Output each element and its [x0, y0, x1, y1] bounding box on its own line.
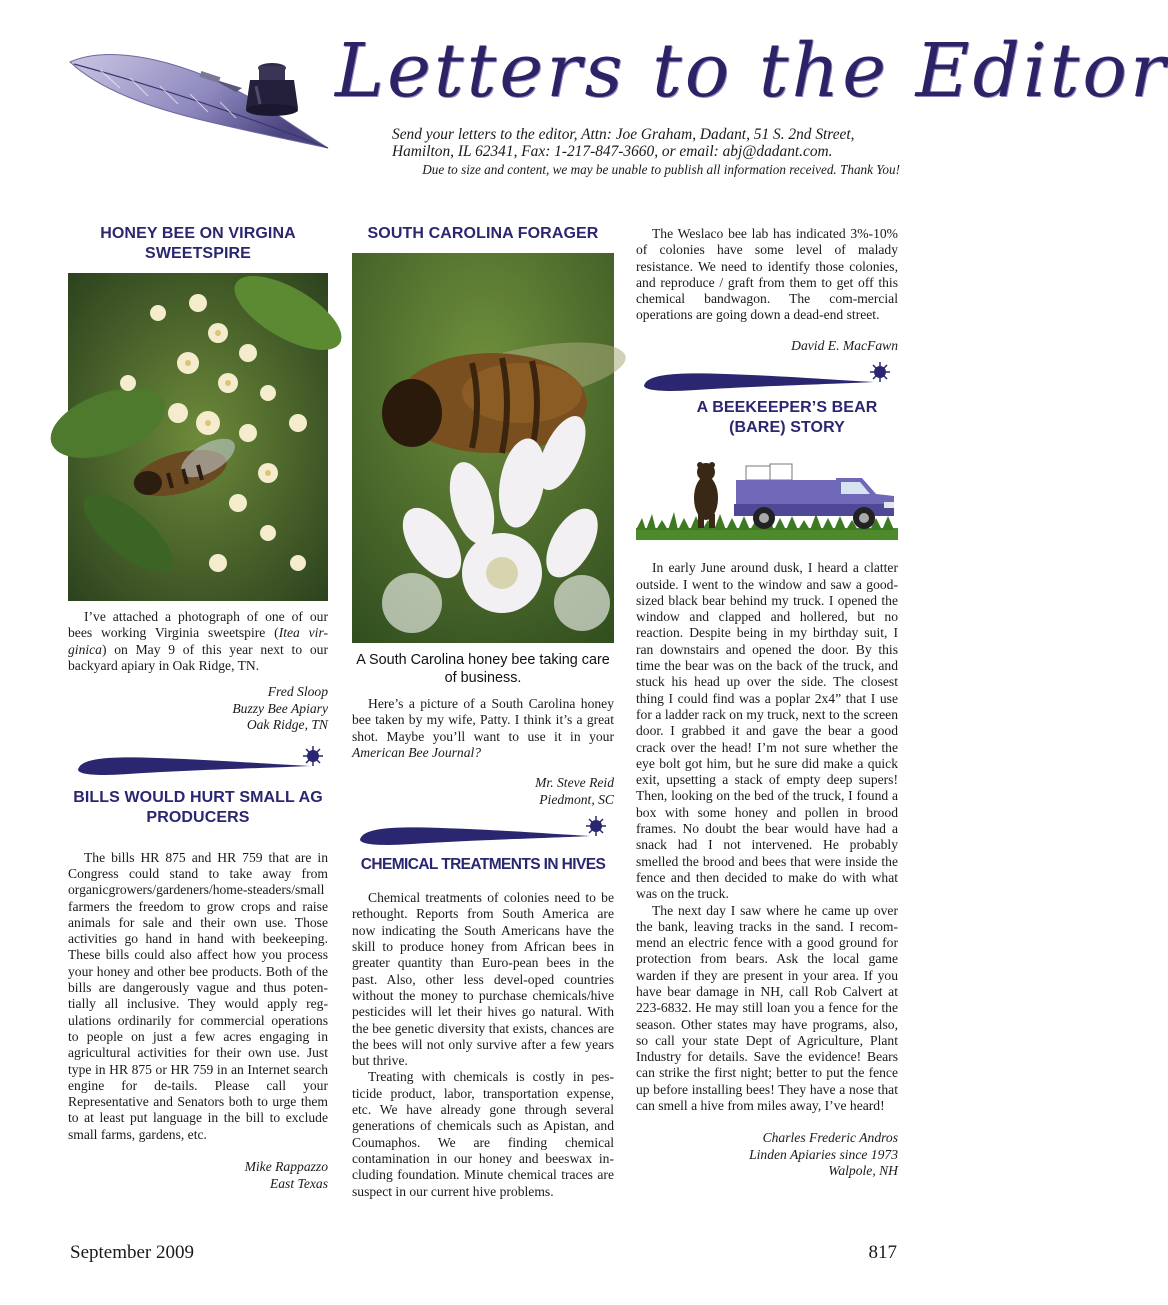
bear-and-truck-illustration: [636, 448, 898, 548]
letter-heading-chemical: CHEMICAL TREATMENTS IN HIVES: [360, 856, 606, 874]
signature-forager: Mr. Steve Reid Piedmont, SC: [535, 775, 614, 807]
signature-chemical: David E. MacFawn: [791, 337, 898, 353]
letter-heading-forager: SOUTH CAROLINA FORAGER: [367, 225, 599, 242]
bee-on-sweetspire-photo: [68, 273, 328, 601]
signature-bear: Charles Frederic Andros Linden Apiaries since 1973 Walpole, NH: [749, 1130, 898, 1179]
letter-heading-sweetspire: HONEY BEE ON VIRGINA SWEETSPIRE: [100, 225, 296, 262]
masthead-note: Due to size and content, we may be unable to publish all information received. Thank You!: [422, 162, 900, 177]
signature-bills: Mike Rappazzo East Texas: [244, 1159, 328, 1191]
letter-body-chemical: Chemical treatments of colonies need to be rethought. Reports from South America are now indicating the South Americans have the skill to produce honey from African bees in greater quantity than Euro-pean bees in the past. Also, other less devel-oped countries without the money to purchase chemicals/hive pesticides will let their hives go natural. With the bee genetic diversity that exists, chances are the bees will not only survive after a few years but thrive. Treating with chemicals is costly in pes-ticide product, labor, transportation expense, etc. We have already gone through several generations of chemicals such as Apistan, and Coumaphos. We are finding chemical contamination in our honey and beeswax in-cluding foundation. Minute chemical traces are suspect in our current hive problems.: [352, 890, 614, 1199]
south-carolina-bee-photo: [352, 253, 614, 643]
letter-heading-bills: BILLS WOULD HURT SMALL AG PRODUCERS: [73, 788, 323, 826]
letter-body-forager: Here’s a picture of a South Carolina honey bee taken by my wife, Patty. I think it’s a great shot. Maybe you’ll want to use it in your American Bee Journal?: [352, 696, 614, 760]
letter-body-sweetspire: I’ve attached a photograph of one of our bees working Virginia sweetspire (Itea vir-ginica) on May 9 of this year next to our backyard apiary in Oak Ridge, TN.: [68, 609, 329, 673]
page-number: 817: [868, 1242, 897, 1263]
column-1: [68, 222, 328, 1192]
masthead: [0, 0, 1168, 200]
signature-sweetspire: Fred Sloop Buzzy Bee Apiary Oak Ridge, TN: [232, 684, 328, 733]
column-3: [636, 222, 898, 1180]
column-2: [352, 222, 614, 1200]
masthead-title: Letters to the Editor: [335, 28, 1168, 114]
ink-splatter-divider: [352, 814, 614, 848]
letter-body-bills: The bills HR 875 and HR 759 that are in Congress could stand to take away from organicgrowers/gardeners/home-steaders/small farmers the freedom to grow crops and raise animals for sale and their own use. Those activities go hand in hand with beekeeping. These bills could also affect how you process your honey and other bee products. Both of the bills are dangerously vague and thus poten-tially all inclusive. They would apply reg-ulations ordinarily for commercial operations to people on just a few acres engaging in agricultural activities for their own use. Just type in HR 875 or HR 759 in an Internet search engine for de-tails. Please call your Representative and Senators both to urge them to at least put language in the bill to exclude small farms, gardens, etc.: [68, 849, 328, 1142]
photo-caption-forager: A South Carolina honey bee taking care of business.: [356, 652, 610, 686]
letter-body-chemical-continued: The Weslaco bee lab has indicated 3%-10% of colonies have some level of malady resistance. We need to identify those colonies, and reproduce / graft from them to get off this chemical bandwagon. The com-mercial operations are going down a dead-end street.: [636, 226, 898, 323]
masthead-subtitle: Send your letters to the editor, Attn: Joe Graham, Dadant, 51 S. 2nd Street, Hamilton, IL 62341, Fax: 1-217-847-3660, or email: abj@dadant.com.: [392, 126, 855, 160]
letter-body-bear: In early June around dusk, I heard a clatter outside. I went to the window and saw a good-sized black bear behind my truck. I opened the window and clapped and hollered, but no reaction. Despite being in my birthday suit, I ran downstairs and opened the door. By this time the bear was on the back of the truck, and stuck his head up over the side. The closest thing I could find was a poplar 2x4” that I use for a ladder rack on my truck, next to the screen door. I grabbed it and gave the bear a good crack over the head! I’m not sure whether the eye bolt got him, but he sure did make a quick exit, upsetting a stack of empty deep supers! Then, looking on the bed of the truck, I found a box with some honey and pollen in brood frames. No doubt the bear would have had a snack had I not intervened. He probably smelled the brood and bees that were inside the fence and then decided to make do with what was on the truck. The next day I saw where he came up over the bank, leaving tracks in the sand. I recom-mend an electric fence with a good ground for protection from bears. Ask the local game warden if they are present in your area. If you have bear damage in NH, call Rob Calvert at 223-6832. He may still loan you a fence for the season. Other states may have programs, also, so call your state Dept of Agriculture, Plant Industry for details. Save the evidence! Bears can strike the first night; better to put the fence up before installing bees! They have a nose that can smell a hive from miles away, I’ve heard!: [636, 560, 898, 1114]
issue-date: September 2009: [70, 1242, 195, 1263]
letter-heading-bear: A BEEKEEPER’S BEAR (BARE) STORY: [696, 399, 878, 437]
ink-splatter-divider: [636, 360, 898, 394]
ink-splatter-divider: [68, 742, 328, 776]
